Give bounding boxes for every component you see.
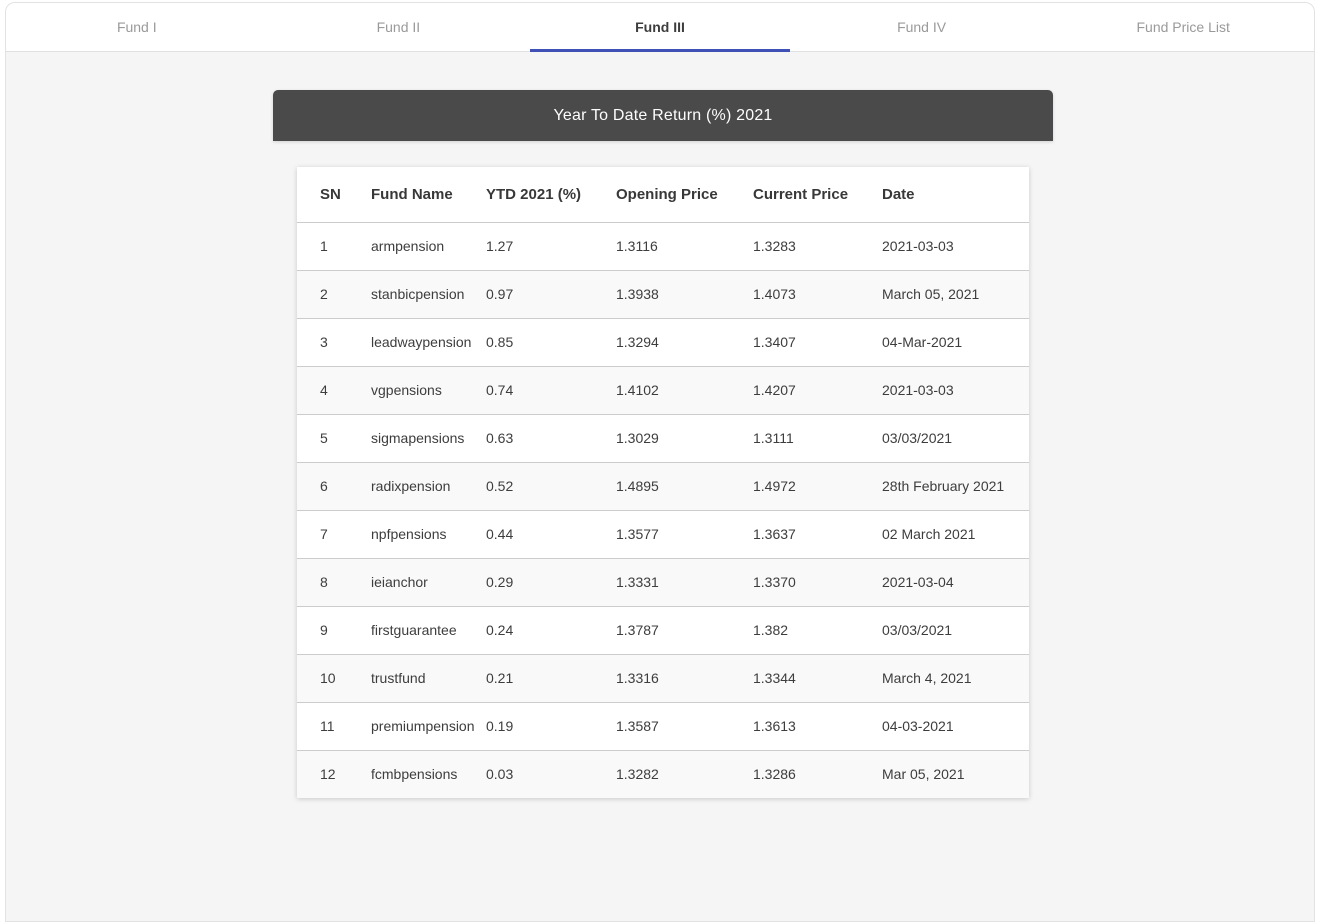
- table-cell: 12: [320, 766, 336, 783]
- table-row: [297, 366, 1029, 414]
- tab-label: Fund Price List: [1136, 19, 1230, 35]
- tab-fund-i[interactable]: [6, 3, 268, 51]
- table-cell: 9: [320, 622, 328, 638]
- table-cell: 1.4972: [753, 478, 796, 494]
- table-cell: 1: [320, 238, 328, 254]
- table-cell: 1.4102: [616, 382, 659, 398]
- table-cell: firstguarantee: [371, 622, 457, 638]
- table-cell: March 05, 2021: [882, 286, 980, 302]
- table-cell: 1.4895: [616, 478, 659, 494]
- tab-label: Fund II: [376, 19, 421, 35]
- table-cell: 1.3587: [616, 718, 659, 734]
- table-cell: 2021-03-03: [882, 238, 954, 254]
- table-cell: 1.3331: [616, 574, 659, 590]
- table-cell: 0.29: [486, 574, 514, 590]
- table-cell: 3: [320, 334, 328, 350]
- tab-label: Fund I: [116, 19, 157, 35]
- table-cell: leadwaypension: [371, 334, 472, 350]
- column-header-date: Date: [882, 185, 915, 203]
- table-cell: 2: [320, 286, 328, 302]
- panel-header: [273, 90, 1053, 141]
- table-cell: 1.3316: [616, 670, 659, 686]
- table-cell: premiumpension: [371, 718, 475, 734]
- table-cell: 0.24: [486, 622, 514, 638]
- table-row: [297, 702, 1029, 750]
- table-cell: 1.3029: [616, 430, 659, 446]
- table-cell: 1.382: [753, 622, 789, 638]
- table-row: [297, 414, 1029, 462]
- table-row: [297, 606, 1029, 654]
- table-cell: 1.3294: [616, 334, 659, 350]
- table-cell: 1.3111: [753, 430, 794, 446]
- table-cell: 03/03/2021: [882, 430, 953, 446]
- table-cell: 1.3344: [753, 670, 796, 686]
- table-cell: 6: [320, 478, 328, 494]
- table-cell: 1.3370: [753, 574, 796, 590]
- table-cell: 0.85: [486, 334, 514, 350]
- table-cell: 02 March 2021: [882, 526, 976, 542]
- table-cell: 28th February 2021: [882, 478, 1005, 494]
- table-cell: 0.74: [486, 382, 514, 398]
- tab-fund-iv[interactable]: [791, 3, 1053, 51]
- table-cell: 1.27: [486, 238, 514, 254]
- table-cell: 4: [320, 382, 328, 398]
- table-cell: 1.3407: [753, 334, 796, 350]
- tab-label: Fund III: [635, 19, 685, 35]
- table-cell: 1.3787: [616, 622, 659, 638]
- table-cell: radixpension: [371, 478, 451, 494]
- table-cell: stanbicpension: [371, 286, 465, 302]
- panel-title: Year To Date Return (%) 2021: [553, 106, 773, 124]
- table-cell: Mar 05, 2021: [882, 766, 965, 783]
- table-cell: 04-Mar-2021: [882, 334, 963, 350]
- table-cell: 0.21: [486, 670, 514, 686]
- table-cell: 0.63: [486, 430, 514, 446]
- table-cell: 1.3282: [616, 766, 659, 783]
- active-tab-underline: [530, 49, 790, 52]
- table-body: [297, 222, 1029, 798]
- ytd-return-table: [297, 167, 1029, 798]
- table-cell: 0.97: [486, 286, 514, 302]
- table-cell: 0.52: [486, 478, 514, 494]
- column-header-sn: SN: [320, 185, 341, 203]
- table-row: [297, 558, 1029, 606]
- table-cell: 5: [320, 430, 328, 446]
- table-cell: 7: [320, 526, 328, 542]
- page-frame: [5, 2, 1315, 922]
- fund-tab-bar: [6, 3, 1314, 52]
- table-cell: 2021-03-03: [882, 382, 954, 398]
- table-cell: 0.03: [486, 766, 514, 783]
- table-cell: 0.19: [486, 718, 514, 734]
- table-cell: vgpensions: [371, 382, 442, 398]
- tab-label: Fund IV: [897, 19, 947, 35]
- table-cell: 2021-03-04: [882, 574, 954, 590]
- table-cell: 1.3283: [753, 238, 796, 254]
- table-cell: ieianchor: [371, 574, 428, 590]
- table-cell: 04-03-2021: [882, 718, 954, 734]
- table-cell: 11: [320, 718, 335, 734]
- table-cell: trustfund: [371, 670, 426, 686]
- tab-fund-iii[interactable]: [529, 3, 791, 51]
- table-cell: npfpensions: [371, 526, 447, 542]
- table-cell: 1.3613: [753, 718, 796, 734]
- table-cell: 1.3286: [753, 766, 796, 783]
- table-row: [297, 222, 1029, 270]
- table-header-row: [297, 167, 1029, 222]
- tab-fund-ii[interactable]: [268, 3, 530, 51]
- column-header-fund-name: Fund Name: [371, 185, 453, 203]
- column-header-ytd: YTD 2021 (%): [486, 185, 582, 203]
- column-header-opening-price: Opening Price: [616, 185, 718, 203]
- table-cell: 1.3938: [616, 286, 659, 302]
- table-cell: 0.44: [486, 526, 514, 542]
- table-cell: 1.3577: [616, 526, 659, 542]
- table-cell: 1.4207: [753, 382, 796, 398]
- table-cell: 1.4073: [753, 286, 796, 302]
- table-cell: 1.3116: [616, 238, 658, 254]
- table-cell: fcmbpensions: [371, 766, 458, 783]
- table-cell: March 4, 2021: [882, 670, 972, 686]
- table-row: [297, 270, 1029, 318]
- table-head: [297, 167, 1029, 222]
- table-cell: 8: [320, 574, 328, 590]
- column-header-current-price: Current Price: [753, 185, 849, 203]
- table-cell: armpension: [371, 238, 445, 254]
- table-row: [297, 750, 1029, 798]
- table-row: [297, 462, 1029, 510]
- table-cell: 03/03/2021: [882, 622, 953, 638]
- tab-fund-price-list[interactable]: [1052, 3, 1314, 51]
- table-cell: 10: [320, 670, 336, 686]
- table-row: [297, 654, 1029, 702]
- ytd-return-table-card: [297, 167, 1029, 798]
- table-cell: sigmapensions: [371, 430, 465, 446]
- table-row: [297, 318, 1029, 366]
- table-row: [297, 510, 1029, 558]
- table-cell: 1.3637: [753, 526, 796, 542]
